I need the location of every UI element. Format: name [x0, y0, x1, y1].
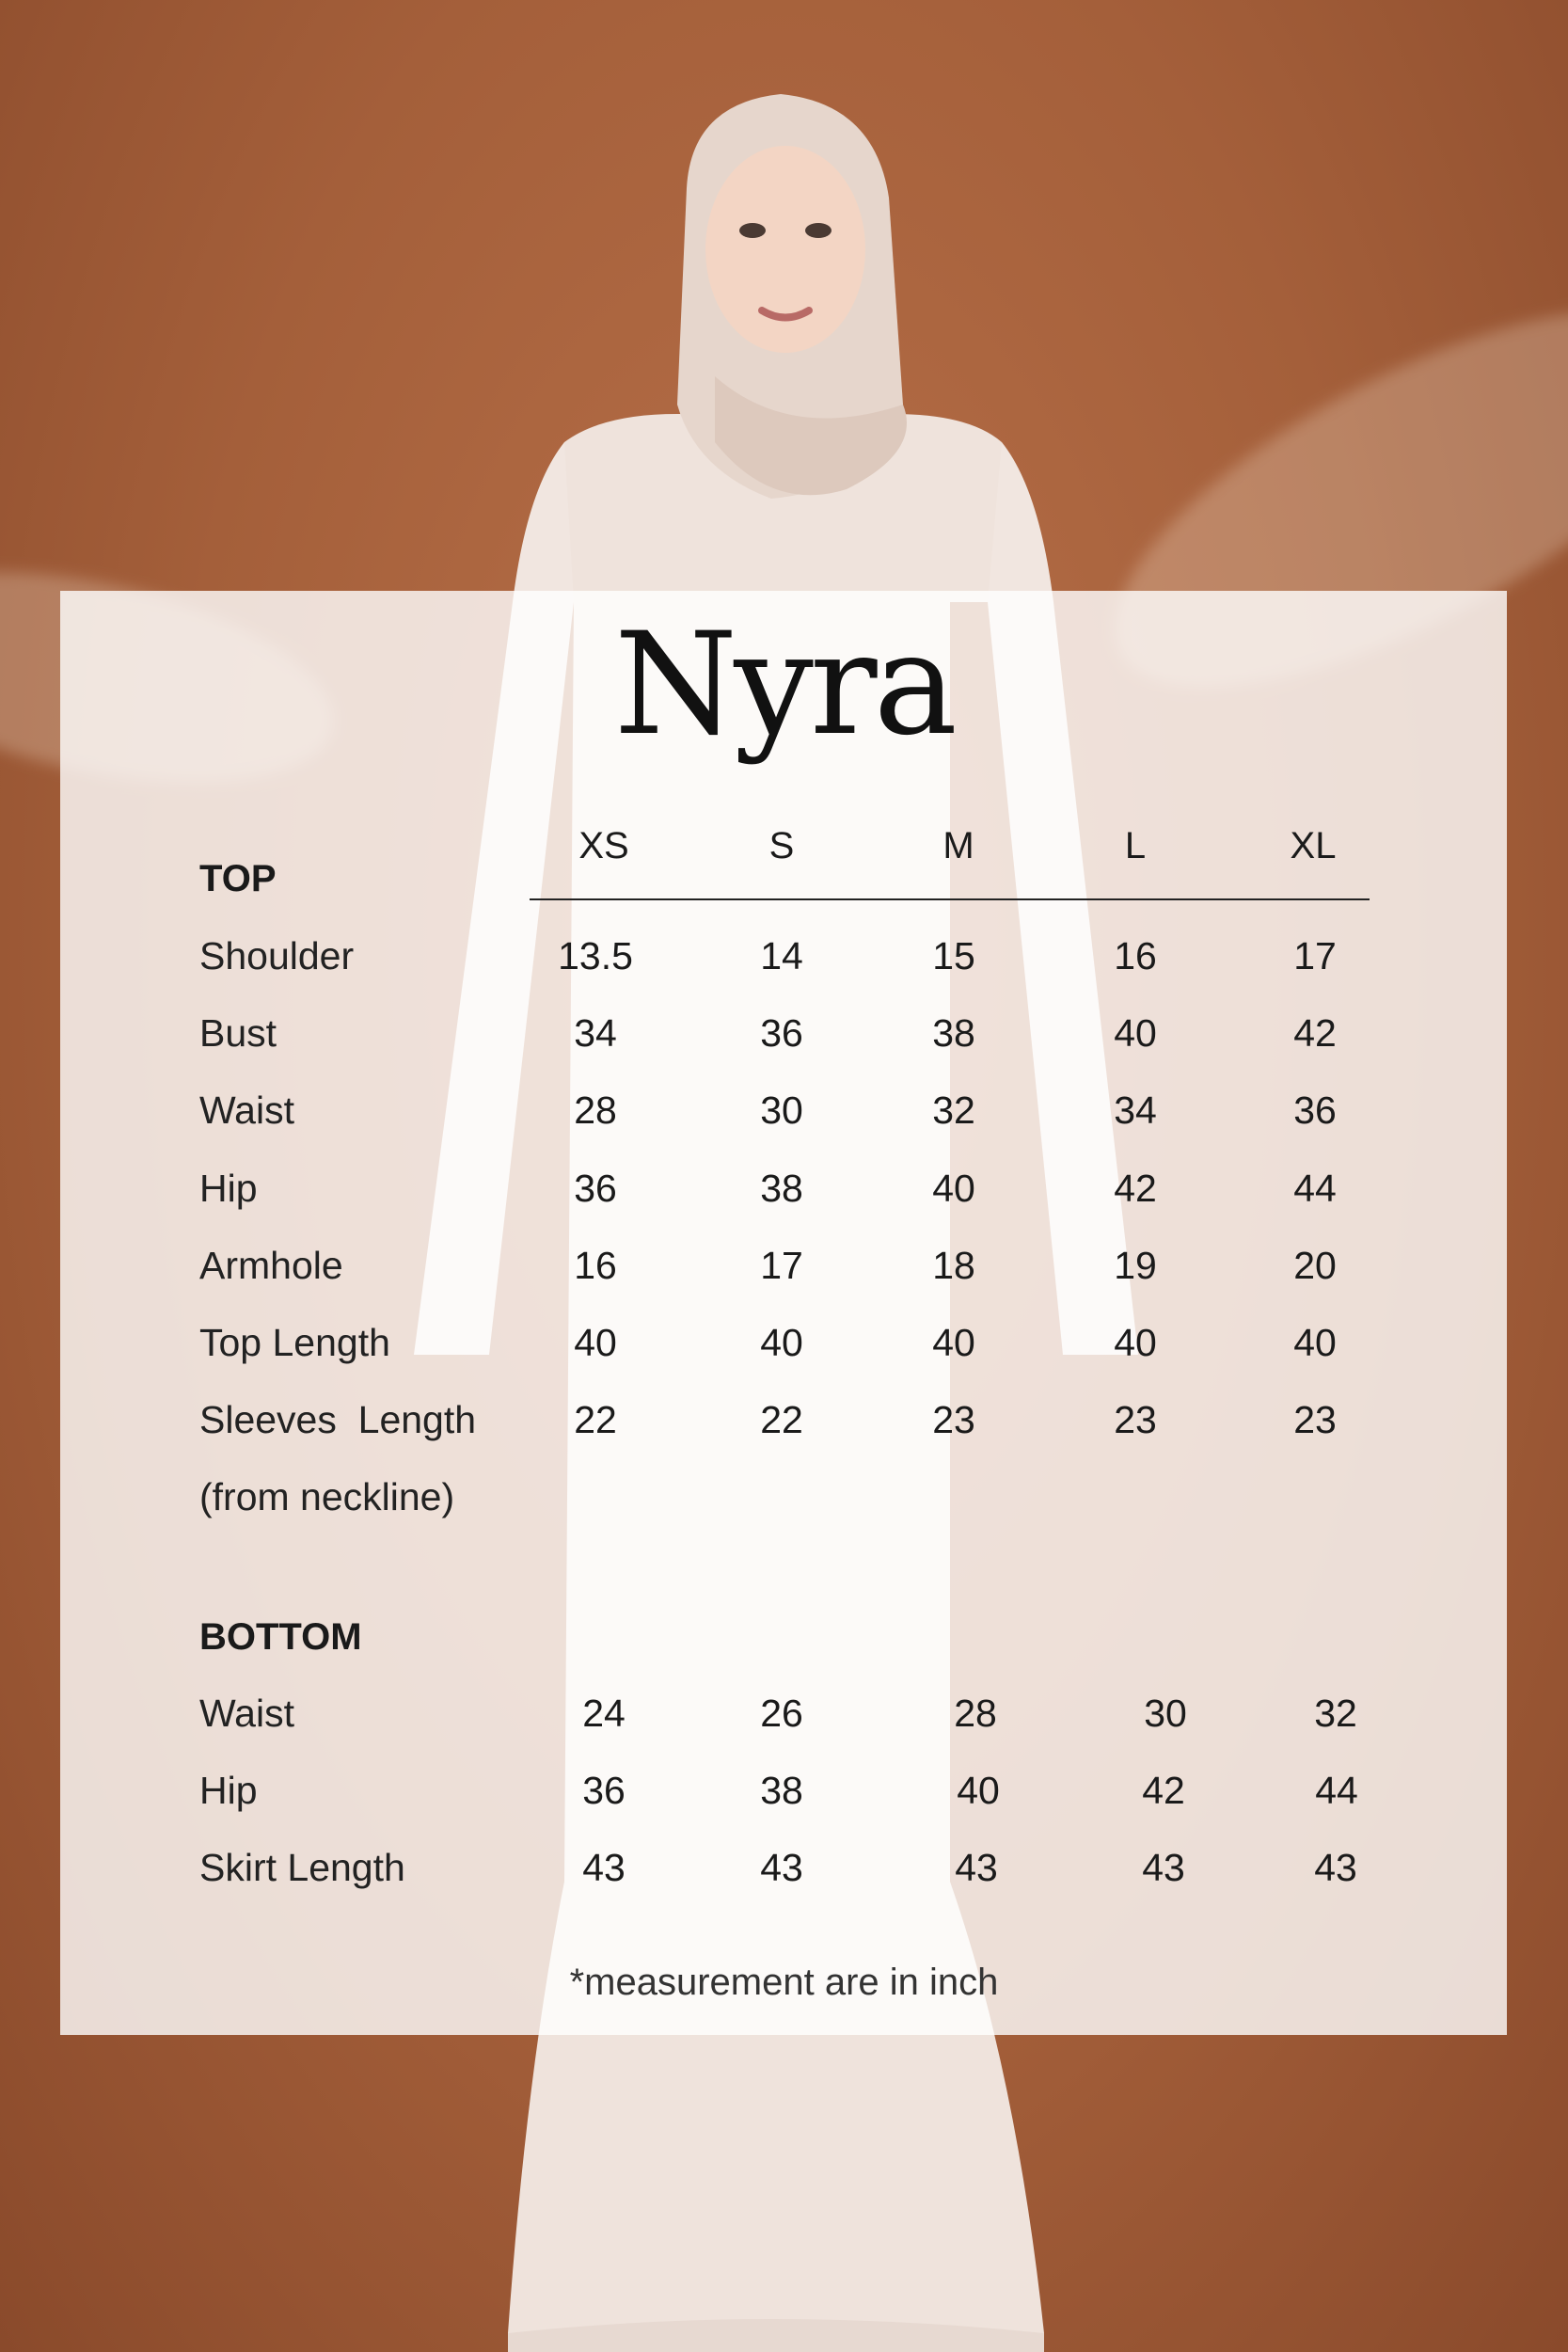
cell-value: 32: [932, 1089, 975, 1132]
size-header-xs: XS: [578, 825, 629, 866]
cell-value: 36: [1293, 1089, 1337, 1132]
row-label-sleeves-length: Sleeves Length: [199, 1398, 477, 1441]
cell-value: 38: [760, 1167, 803, 1210]
row-label-bottom-waist: Waist: [199, 1692, 294, 1735]
cell-value: 43: [955, 1846, 998, 1889]
cell-value: 40: [932, 1321, 975, 1364]
cell-value: 30: [760, 1089, 803, 1132]
row-label-waist: Waist: [199, 1089, 294, 1132]
cell-value: 40: [1114, 1011, 1157, 1055]
row-label-top-length: Top Length: [199, 1321, 390, 1364]
cell-value: 32: [1314, 1692, 1357, 1735]
cell-value: 40: [1293, 1321, 1337, 1364]
cell-value: 24: [582, 1692, 626, 1735]
cell-value: 42: [1293, 1011, 1337, 1055]
row-label-shoulder: Shoulder: [199, 934, 355, 977]
cell-value: 22: [574, 1398, 617, 1441]
cell-value: 44: [1315, 1769, 1358, 1812]
cell-value: 42: [1142, 1769, 1185, 1812]
cell-value: 15: [932, 934, 975, 977]
cell-value: 40: [1114, 1321, 1157, 1364]
row-label-skirt-length: Skirt Length: [199, 1846, 405, 1889]
row-label-hip: Hip: [199, 1167, 258, 1210]
row-label-bottom-hip: Hip: [199, 1769, 258, 1812]
row-label-bust: Bust: [199, 1011, 277, 1055]
row-label-sleeves-note: (from neckline): [199, 1475, 455, 1518]
cell-value: 42: [1114, 1167, 1157, 1210]
cell-value: 13.5: [558, 934, 633, 977]
cell-value: 44: [1293, 1167, 1337, 1210]
cell-value: 16: [574, 1244, 617, 1287]
cell-value: 17: [1293, 934, 1337, 977]
section-heading-bottom: BOTTOM: [199, 1616, 362, 1658]
cell-value: 43: [582, 1846, 626, 1889]
cell-value: 38: [760, 1769, 803, 1812]
cell-value: 28: [574, 1089, 617, 1132]
cell-value: 23: [1293, 1398, 1337, 1441]
cell-value: 34: [1114, 1089, 1157, 1132]
measurement-footnote: *measurement are in inch: [569, 1962, 999, 2003]
cell-value: 20: [1293, 1244, 1337, 1287]
cell-value: 16: [1114, 934, 1157, 977]
cell-value: 40: [932, 1167, 975, 1210]
cell-value: 23: [1114, 1398, 1157, 1441]
cell-value: 38: [932, 1011, 975, 1055]
cell-value: 36: [582, 1769, 626, 1812]
cell-value: 36: [574, 1167, 617, 1210]
cell-value: 40: [760, 1321, 803, 1364]
size-header-xl: XL: [1290, 825, 1337, 866]
cell-value: 18: [932, 1244, 975, 1287]
cell-value: 43: [1142, 1846, 1185, 1889]
row-label-armhole: Armhole: [199, 1244, 343, 1287]
cell-value: 26: [760, 1692, 803, 1735]
size-header-l: L: [1124, 825, 1147, 866]
header-divider: [530, 898, 1370, 900]
cell-value: 43: [760, 1846, 803, 1889]
cell-value: 28: [954, 1692, 997, 1735]
size-chart-card: [60, 591, 1507, 2035]
cell-value: 17: [760, 1244, 803, 1287]
cell-value: 30: [1144, 1692, 1187, 1735]
cell-value: 14: [760, 934, 803, 977]
cell-value: 40: [957, 1769, 1000, 1812]
cell-value: 23: [932, 1398, 975, 1441]
cell-value: 43: [1314, 1846, 1357, 1889]
size-header-m: M: [942, 825, 974, 866]
size-header-s: S: [768, 825, 795, 866]
product-title: Nyra: [613, 603, 955, 767]
cell-value: 34: [574, 1011, 617, 1055]
cell-value: 19: [1114, 1244, 1157, 1287]
section-heading-top: TOP: [199, 858, 277, 899]
cell-value: 40: [574, 1321, 617, 1364]
cell-value: 22: [760, 1398, 803, 1441]
cell-value: 36: [760, 1011, 803, 1055]
